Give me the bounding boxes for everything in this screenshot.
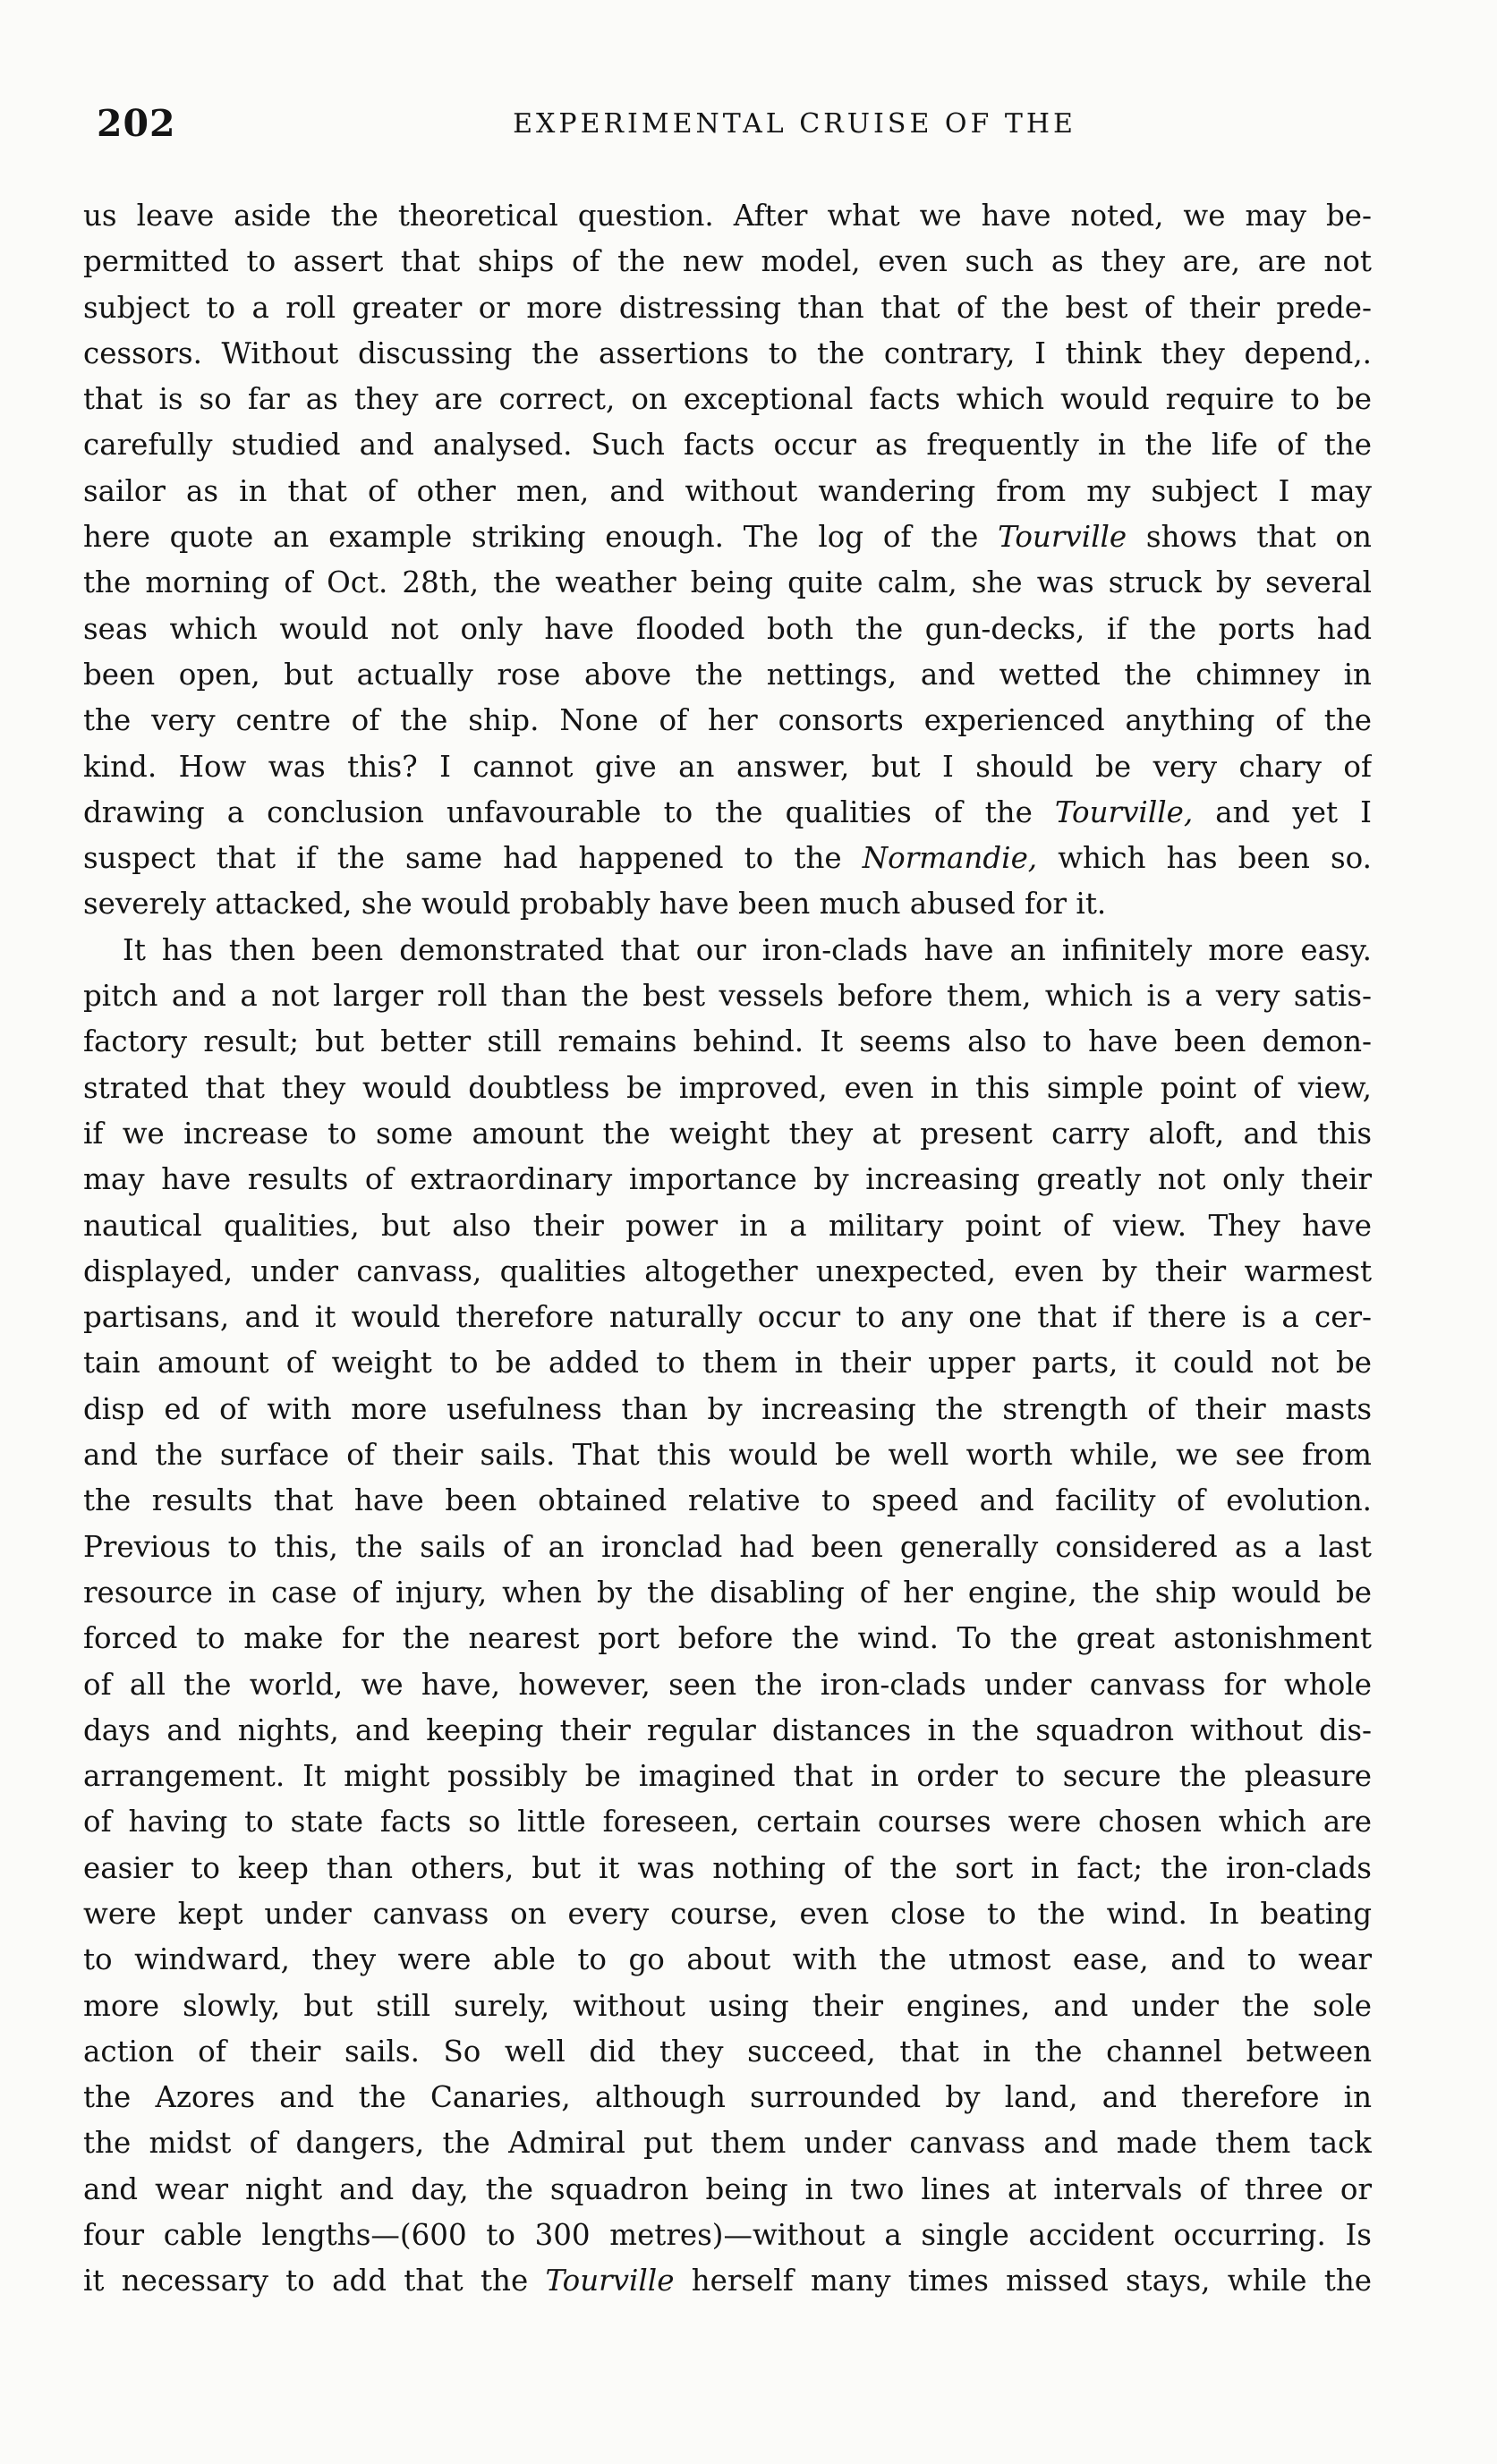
text-segment: shows that on [1127,520,1372,555]
body-text [83,193,1372,2305]
text-line: partisans, and it would therefore naturally occur to any one that if there is a cer- [83,1300,1372,1335]
text-line: easier to keep than others, but it was nothing of the sort in fact; the iron-clads [83,1850,1372,1885]
text-line: resource in case of injury, when by the disabling of her engine, the ship would be [83,1575,1372,1610]
text-segment: which has been so. [1037,841,1372,876]
text-line: kind. How was this? I cannot give an answer, but I should be very chary of [83,749,1372,784]
text-line: that is so far as they are correct, on exceptional facts which would require to be [83,382,1372,417]
text-line: permitted to assert that ships of the new model, even such as they are, are not [83,244,1372,279]
text-line [83,790,1372,836]
text-line: the morning of Oct. 28th, the weather being quite calm, she was struck by several [83,565,1372,600]
ship-name: Tourville [998,520,1127,555]
text-line: nautical qualities, but also their power in a military point of view. They have [83,1208,1372,1243]
page-header [97,97,1385,150]
text-line [83,2258,1372,2304]
text-line: subject to a roll greater or more distressing than that of the best of their prede- [83,290,1372,325]
text-line: strated that they would doubtless be improved, even in this simple point of view, [83,1070,1372,1105]
text-line: been open, but actually rose above the nettings, and wetted the chimney in [83,657,1372,692]
text-line [83,514,1372,560]
text-line: more slowly, but still surely, without using their engines, and under the sole [83,1988,1372,2023]
text-line: sailor as in that of other men, and without wandering from my subject I may [83,473,1372,508]
text-line: arrangement. It might possibly be imagined that in order to secure the pleasure [83,1759,1372,1794]
text-line: the midst of dangers, the Admiral put them under canvass and made them tack [83,2126,1372,2161]
text-line: and the surface of their sails. That this would be well worth while, we see from [83,1438,1372,1473]
text-line: It has then been demonstrated that our iron-clads have an infinitely more easy. [123,932,1372,967]
ship-name: Tourville, [1054,794,1194,829]
text-line: the Azores and the Canaries, although surrounded by land, and therefore in [83,2080,1372,2115]
text-line: cessors. Without discussing the assertions to the contrary, I think they depend,. [83,336,1372,370]
text-line: pitch and a not larger roll than the best vessels before them, which is a very satis- [83,979,1372,1014]
text-line: of having to state facts so little foreseen, certain courses were chosen which are [83,1805,1372,1840]
text-line: were kept under canvass on every course, even close to the wind. In beating [83,1896,1372,1931]
text-line: action of their sails. So well did they succeed, that in the channel between [83,2034,1372,2069]
text-line: the very centre of the ship. None of her consorts experienced anything of the [83,703,1372,738]
text-line: us leave aside the theoretical question. After what we have noted, we may be- [83,199,1372,233]
text-line: to windward, they were able to go about with the utmost ease, and to wear [83,1942,1372,1977]
text-line: may have results of extraordinary importance by increasing greatly not only their [83,1162,1372,1197]
text-line: carefully studied and analysed. Such facts occur as frequently in the life of the [83,428,1372,463]
text-line: factory result; but better still remains behind. It seems also to have been demon- [83,1024,1372,1059]
text-line: seas which would not only have flooded both the gun-decks, if the ports had [83,611,1372,646]
text-line [83,836,1372,881]
text-line: displayed, under canvass, qualities altogether unexpected, even by their warmest [83,1253,1372,1288]
text-segment: it necessary to add that the [83,2264,546,2298]
text-line: if we increase to some amount the weight they at present carry aloft, and this [83,1116,1372,1151]
text-line: tain amount of weight to be added to them in their upper parts, it could not be [83,1346,1372,1381]
text-segment: herself many times missed stays, while the [674,2264,1372,2298]
ship-name: Normandie, [862,841,1038,876]
text-line: four cable lengths—(600 to 300 metres)—without a single accident occurring. Is [83,2218,1372,2253]
text-line: the results that have been obtained relative to speed and facility of evolution. [83,1483,1372,1518]
text-line: disp ed of with more usefulness than by increasing the strength of their masts [83,1391,1372,1426]
text-line: days and nights, and keeping their regular distances in the squadron without dis- [83,1712,1372,1747]
text-line: severely attacked, she would probably have been much abused for it. [83,887,1107,922]
text-line: of all the world, we have, however, seen the iron-clads under canvass for whole [83,1667,1372,1702]
page-number: 202 [97,102,176,145]
text-segment: drawing a conclusion unfavourable to the qualities of the [83,794,1055,829]
text-segment: here quote an example striking enough. The log of the [83,520,999,555]
text-line: Previous to this, the sails of an ironclad had been generally considered as a last [83,1529,1372,1564]
text-segment: suspect that if the same had happened to the [83,841,863,876]
text-segment: and yet I [1193,794,1372,829]
running-head: EXPERIMENTAL CRUISE OF THE [513,108,1076,140]
text-line: and wear night and day, the squadron being in two lines at intervals of three or [83,2171,1372,2206]
text-line: forced to make for the nearest port before the wind. To the great astonishment [83,1621,1372,1656]
ship-name: Tourville [545,2264,675,2298]
